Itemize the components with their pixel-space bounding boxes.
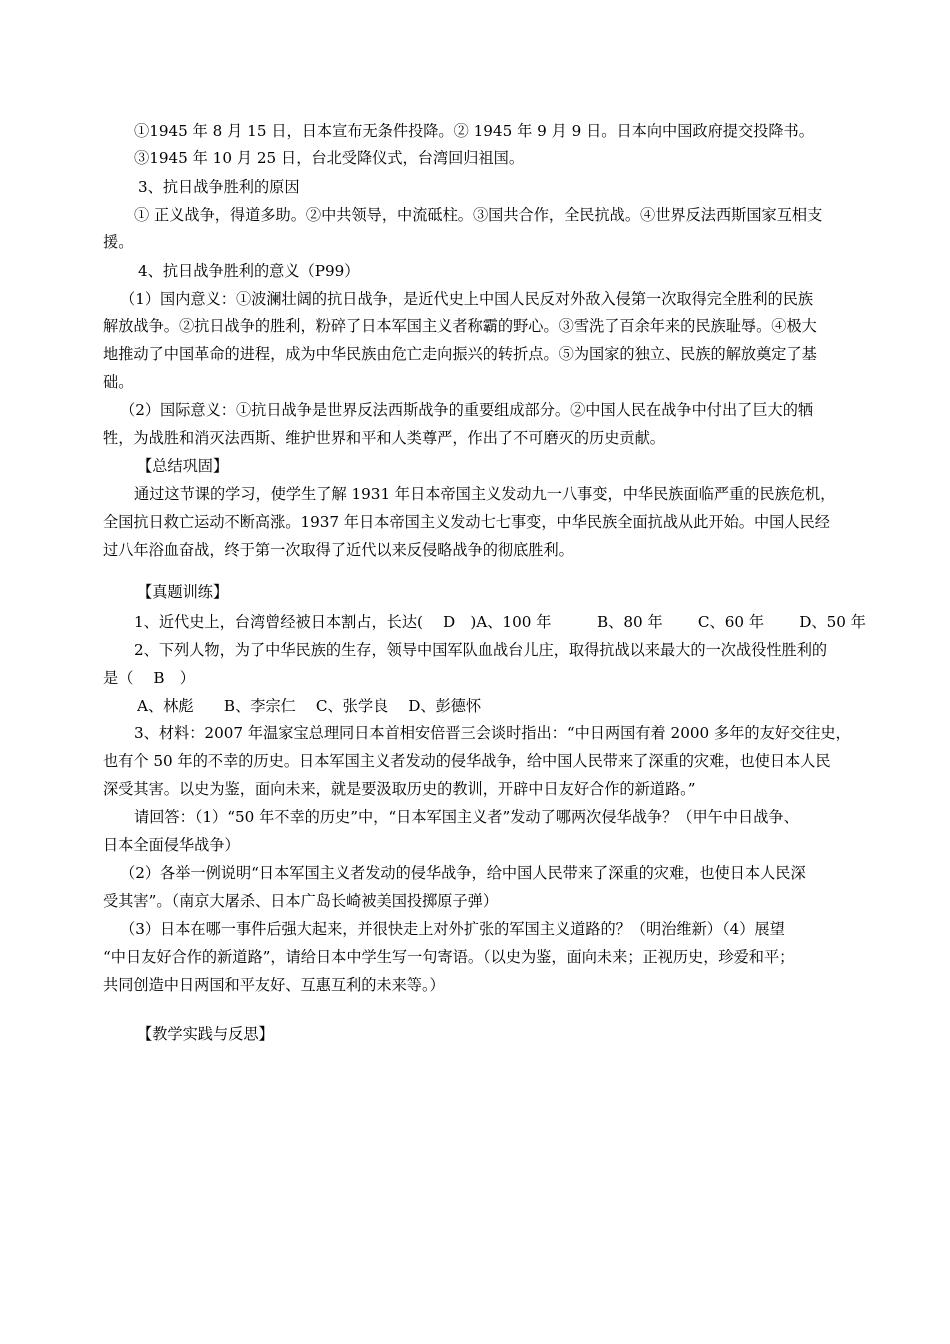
section-heading: 【总结巩固】 xyxy=(137,457,229,475)
text-line: 通过这节课的学习，使学生了解 1931 年日本帝国主义发动九一八事变，中华民族面临严重的民族危机， xyxy=(134,485,836,503)
text-line: （2）国际意义：①抗日战争是世界反法西斯战争的重要组成部分。②中国人民在战争中付出了巨大的牺 xyxy=(120,401,814,419)
text-line: 地推动了中国革命的进程，成为中华民族由危亡走向振兴的转折点。⑤为国家的独立、民族的解放奠定了基 xyxy=(103,345,817,363)
section-heading: 【真题训练】 xyxy=(137,583,229,601)
text-line: 础。 xyxy=(103,373,134,391)
text-line: 受其害”。（南京大屠杀、日本广岛长崎被美国投掷原子弹） xyxy=(103,892,499,910)
text-line: 请回答：（1）“50 年不幸的历史”中，“日本军国主义者”发动了哪两次侵华战争？（甲午中日战争、 xyxy=(134,808,799,826)
text-line: 也有个 50 年的不幸的历史。日本军国主义者发动的侵华战争，给中国人民带来了深重的灾难，也使日本人民 xyxy=(103,752,831,770)
question-line: 是（ B ） xyxy=(103,669,195,687)
question-line: 3、材料：2007 年温家宝总理同日本首相安倍晋三会谈时指出：“中日两国有着 2000 多年的友好交往史， xyxy=(134,724,851,742)
text-line: （3）日本在哪一事件后强大起来，并很快走上对外扩张的军国主义道路的？（明治维新）（4）展望 xyxy=(120,920,785,938)
text-line: 共同创造中日两国和平友好、互惠互利的未来等。） xyxy=(103,976,445,994)
answer-options: A、林彪 B、李宗仁 C、张学良 D、彭德怀 xyxy=(137,697,482,715)
text-line: “中日友好合作的新道路”，请给日本中学生写一句寄语。（以史为鉴，面向未来；正视历史，珍爱和平； xyxy=(103,948,795,966)
text-line: ① 正义战争，得道多助。②中共领导，中流砥柱。③国共合作，全民抗战。④世界反法西斯国家互相支 xyxy=(134,206,823,224)
text-line: 日本全面侵华战争） xyxy=(103,836,240,854)
text-line: ①1945 年 8 月 15 日，日本宣布无条件投降。② 1945 年 9 月 9 日。日本向中国政府提交投降书。 xyxy=(134,122,814,140)
text-line: （1）国内意义：①波澜壮阔的抗日战争，是近代史上中国人民反对外敌入侵第一次取得完全胜利的民族 xyxy=(120,290,814,308)
text-line: 过八年浴血奋战，终于第一次取得了近代以来反侵略战争的彻底胜利。 xyxy=(103,541,574,559)
question-line: 2、下列人物，为了中华民族的生存，领导中国军队血战台儿庄，取得抗战以来最大的一次战役性胜利的 xyxy=(134,641,828,659)
text-line: （2）各举一例说明“日本军国主义者发动的侵华战争，给中国人民带来了深重的灾难，也使日本人民深 xyxy=(120,864,806,882)
section-heading: 4、抗日战争胜利的意义（P99） xyxy=(138,262,360,280)
section-heading: 【教学实践与反思】 xyxy=(137,1025,274,1043)
text-line: ③1945 年 10 月 25 日，台北受降仪式，台湾回归祖国。 xyxy=(134,149,525,167)
text-line: 全国抗日救亡运动不断高涨。1937 年日本帝国主义发动七七事变，中华民族全面抗战从此开始。中国人民经 xyxy=(103,513,830,531)
text-line: 深受其害。以史为鉴，面向未来，就是要汲取历史的教训，开辟中日友好合作的新道路。” xyxy=(103,780,696,798)
text-line: 解放战争。②抗日战争的胜利，粉碎了日本军国主义者称霸的野心。③雪洗了百余年来的民族耻辱。④极大 xyxy=(103,317,817,335)
question-line: 1、近代史上，台湾曾经被日本割占，长达( D )A、100 年 B、80 年 C、60 年 D、50 年 xyxy=(134,613,866,631)
section-heading: 3、抗日战争胜利的原因 xyxy=(138,178,300,196)
text-line: 援。 xyxy=(103,233,134,251)
text-line: 牲，为战胜和消灭法西斯、维护世界和平和人类尊严，作出了不可磨灭的历史贡献。 xyxy=(103,429,665,447)
